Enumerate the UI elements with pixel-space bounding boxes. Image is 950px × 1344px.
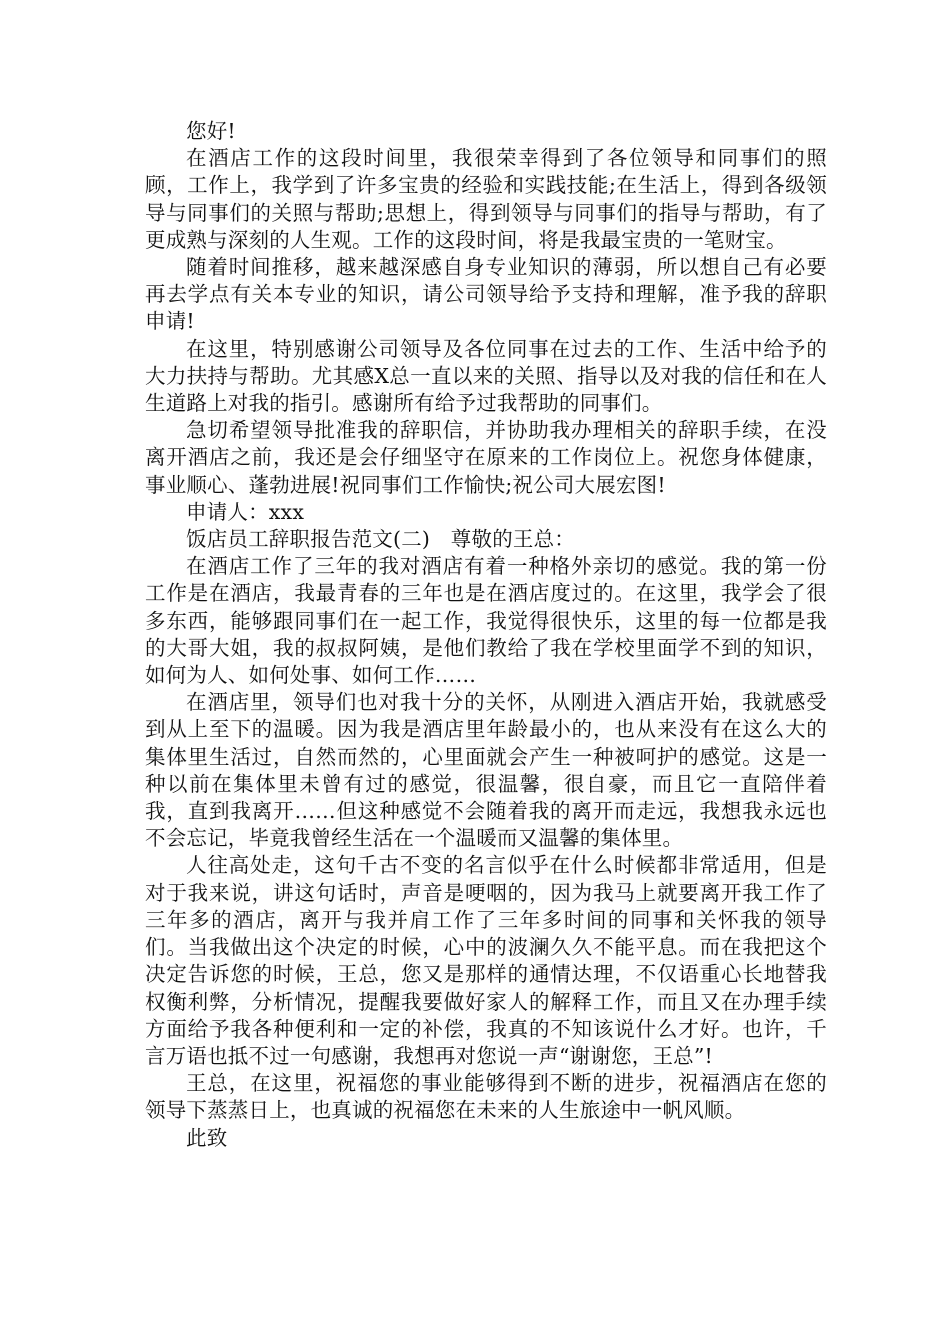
paragraph-leaving: 人往高处走，这句千古不变的名言似乎在什么时候都非常适用，但是对于我来说，讲这句话时，声音是哽咽的，因为我马上就要离开我工作了三年多的酒店，离开与我并肩工作了三年多时间的同事和关怀我的领导们。当我做出这个决定的时候，心中的波澜久久不能平息。而在我把这个决定告诉您的时候，王总，您又是那样的通情达理，不仅语重心长地替我权衡利弊，分析情况，提醒我要做好家人的解释工作，而且又在办理手续方面给予我各种便利和一定的补偿，我真的不知该说什么才好。也许，千言万语也抵不过一句感谢，我想再对您说一声“谢谢您，王总”!: [145, 853, 827, 1068]
paragraph-blessing: 王总，在这里，祝福您的事业能够得到不断的进步，祝福酒店在您的领导下蒸蒸日上，也真诚的祝福您在未来的人生旅途中一帆风顺。: [145, 1071, 827, 1123]
paragraph-reason: 随着时间推移，越来越深感自身专业知识的薄弱，所以想自己有必要再去学点有关本专业的知识，请公司领导给予支持和理解，准予我的辞职申请!: [145, 255, 827, 334]
paragraph-request: 急切希望领导批准我的辞职信，并协助我办理相关的辞职手续，在没离开酒店之前，我还是会仔细坚守在原来的工作岗位上。祝您身体健康，事业顺心、蓬勃进展!祝同事们工作愉快;祝公司大展宏图!: [145, 418, 827, 497]
applicant-line: 申请人：xxx: [186, 499, 305, 524]
document-body: [145, 118, 827, 1152]
paragraph-thanks: 在这里，特别感谢公司领导及各位同事在过去的工作、生活中给予的大力扶持与帮助。尤其感X总一直以来的关照、指导以及对我的信任和在人生道路上对我的指引。感谢所有给予过我帮助的同事们。: [145, 336, 827, 416]
paragraph-care: 在酒店里，领导们也对我十分的关怀，从刚进入酒店开始，我就感受到从上至下的温暖。因为我是酒店里年龄最小的，也从来没有在这么大的集体里生活过，自然而然的，心里面就会产生一种被呵护的感觉。这是一种以前在集体里未曾有过的感觉，很温馨，很自豪，而且它一直陪伴着我，直到我离开……但这种感觉不会随着我的离开而走远，我想我永远也不会忘记，毕竟我曾经生活在一个温暖而又温馨的集体里。: [145, 690, 827, 851]
paragraph-gratitude-work: 在酒店工作的这段时间里，我很荣幸得到了各位领导和同事们的照顾，工作上，我学到了许多宝贵的经验和实践技能;在生活上，得到各级领导与同事们的关照与帮助;思想上，得到领导与同事们的指导与帮助，有了更成熟与深刻的人生观。工作的这段时间，将是我最宝贵的一笔财宝。: [145, 146, 827, 252]
greeting: 您好!: [186, 119, 236, 143]
section-heading: 饭店员工辞职报告范文(二) 尊敬的王总：: [186, 527, 575, 552]
closing-line: 此致: [186, 1125, 228, 1150]
paragraph-three-years: 在酒店工作了三年的我对酒店有着一种格外亲切的感觉。我的第一份工作是在酒店，我最青春的三年也是在酒店度过的。在这里，我学会了很多东西，能够跟同事们在一起工作，我觉得很快乐，这里的每一位都是我的大哥大姐，我的叔叔阿姨，是他们教给了我在学校里面学不到的知识，如何为人、如何处事、如何工作……: [145, 554, 827, 688]
